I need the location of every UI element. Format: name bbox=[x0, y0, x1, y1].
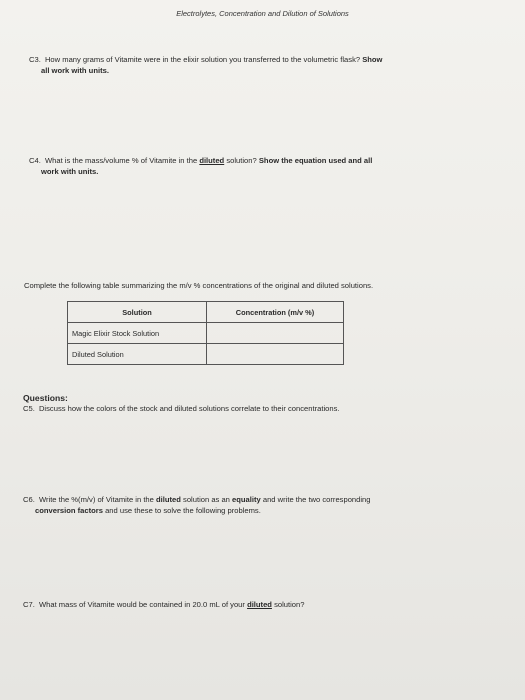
answer-cell-diluted[interactable] bbox=[207, 344, 344, 365]
table-instructions: Complete the following table summarizing the m/v % concentrations of the original and diluted solutions. bbox=[24, 281, 374, 290]
question-number: C6. bbox=[23, 495, 35, 504]
question-number: C3. bbox=[29, 55, 41, 64]
questions-heading: Questions: bbox=[23, 393, 68, 403]
answer-cell-stock[interactable] bbox=[207, 323, 344, 344]
row-label-stock: Magic Elixir Stock Solution bbox=[68, 323, 207, 344]
emphasis-conversion-factors: conversion factors bbox=[35, 505, 103, 515]
column-header-solution: Solution bbox=[68, 302, 207, 323]
question-text-cont: and write the two corresponding bbox=[262, 495, 371, 504]
emphasis-equality: equality bbox=[232, 495, 261, 504]
question-c7 bbox=[23, 600, 503, 611]
question-instruction: Show the equation used and all bbox=[258, 156, 373, 165]
table-row bbox=[68, 344, 344, 365]
question-c5 bbox=[23, 404, 503, 415]
question-text-cont: solution? bbox=[274, 600, 305, 609]
question-text: How many grams of Vitamite were in the elixir solution you transferred to the volumetric flask? bbox=[44, 55, 361, 64]
question-text: Discuss how the colors of the stock and diluted solutions correlate to their concentrations. bbox=[38, 404, 340, 413]
row-label-diluted: Diluted Solution bbox=[68, 344, 207, 365]
question-c3 bbox=[29, 55, 499, 76]
question-number: C5. bbox=[23, 404, 35, 413]
table-header-row bbox=[68, 302, 344, 323]
question-c4 bbox=[29, 156, 499, 177]
emphasis-diluted: diluted bbox=[247, 600, 272, 609]
question-instruction: Show bbox=[362, 55, 383, 64]
concentration-table bbox=[67, 301, 344, 365]
column-header-concentration: Concentration (m/v %) bbox=[207, 302, 344, 323]
question-instruction-cont: all work with units. bbox=[41, 65, 109, 75]
question-text-cont: solution? bbox=[226, 156, 257, 165]
table-row bbox=[68, 323, 344, 344]
emphasis-diluted: diluted bbox=[199, 156, 225, 165]
question-text: What mass of Vitamite would be contained in 20.0 mL of your bbox=[38, 600, 245, 609]
question-instruction-cont: work with units. bbox=[41, 166, 99, 176]
question-text-cont: solution as an bbox=[183, 495, 230, 504]
question-text-cont: and use these to solve the following problems. bbox=[105, 505, 261, 515]
page-header: Electrolytes, Concentration and Dilution of Solutions bbox=[176, 9, 349, 18]
question-number: C4. bbox=[29, 156, 41, 165]
question-c6 bbox=[23, 495, 503, 516]
emphasis-diluted: diluted bbox=[156, 495, 181, 504]
question-text: What is the mass/volume % of Vitamite in the bbox=[44, 156, 198, 165]
question-number: C7. bbox=[23, 600, 35, 609]
question-text: Write the %(m/v) of Vitamite in the bbox=[38, 495, 154, 504]
